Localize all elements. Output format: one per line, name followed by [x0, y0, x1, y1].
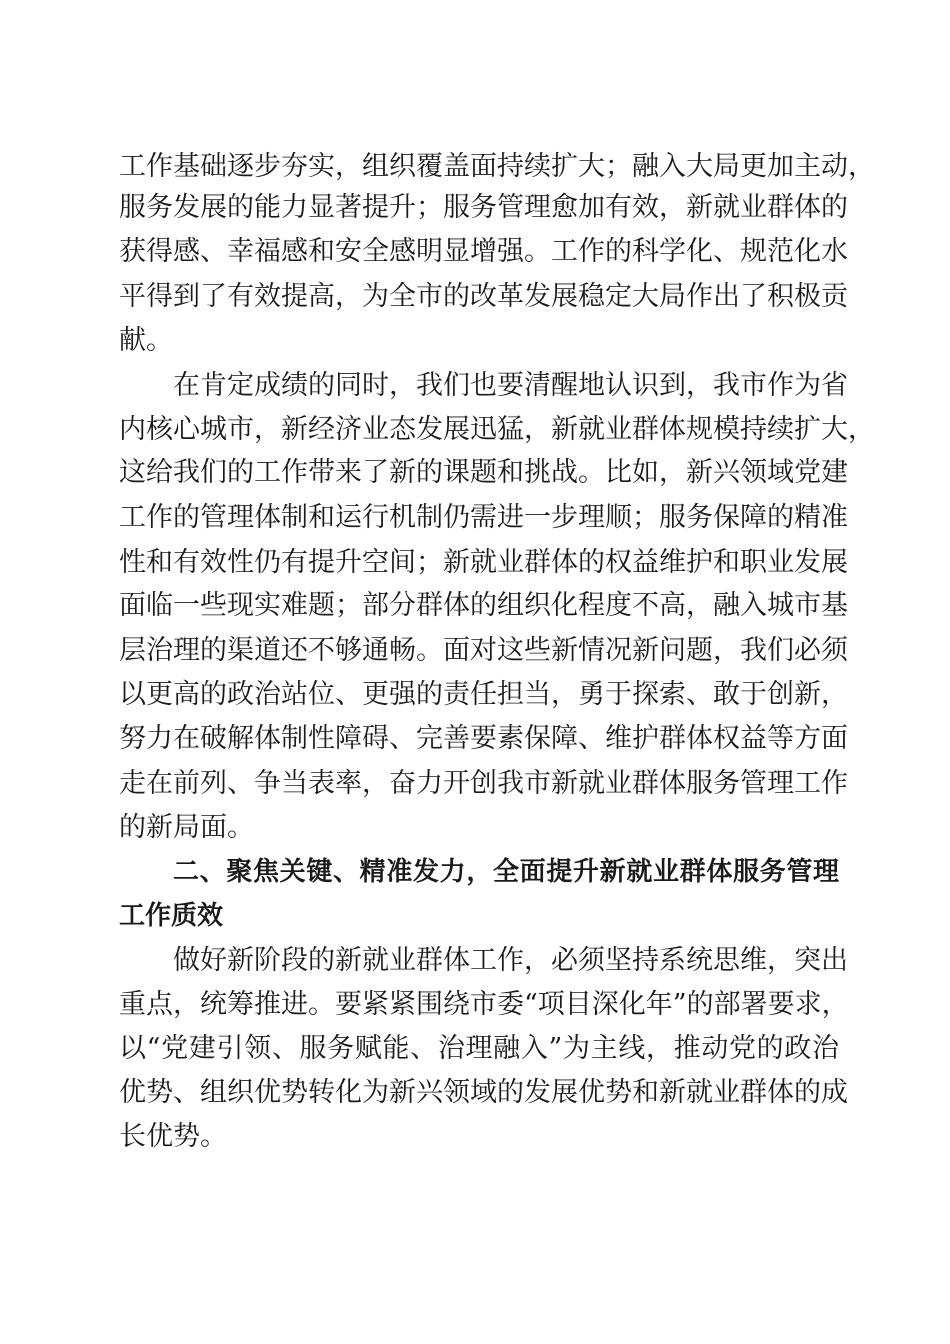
paragraph-line: 努力在破解体制性障碍、完善要素保障、维护群体权益等方面 [119, 723, 848, 754]
paragraph-line: 层治理的渠道还不够通畅。面对这些新情况新问题，我们必须 [119, 635, 848, 666]
paragraph-line: 服务发展的能力显著提升；服务管理愈加有效，新就业群体的 [119, 192, 848, 223]
paragraph-line: 性和有效性仍有提升空间；新就业群体的权益维护和职业发展 [119, 547, 848, 578]
paragraph-line: 优势、组织优势转化为新兴领域的发展优势和新就业群体的成 [119, 1077, 848, 1108]
paragraph-line: 重点，统筹推进。要紧紧围绕市委“项目深化年”的部署要求， [119, 989, 849, 1020]
paragraph-line: 工作基础逐步夯实，组织覆盖面持续扩大；融入大局更加主动， [119, 151, 875, 182]
paragraph-line: 做好新阶段的新就业群体工作，必须坚持系统思维，突出 [173, 945, 848, 976]
paragraph-line: 走在前列、争当表率，奋力开创我市新就业群体服务管理工作 [119, 768, 848, 799]
paragraph-line: 献。 [119, 325, 173, 356]
paragraph-line: 以“党建引领、服务赋能、治理融入”为主线，推动党的政治 [119, 1033, 839, 1064]
paragraph-line: 这给我们的工作带来了新的课题和挑战。比如，新兴领域党建 [119, 457, 848, 488]
paragraph-line: 的新局面。 [119, 812, 254, 843]
heading-line: 二、聚焦关键、精准发力，全面提升新就业群体服务管理 [173, 857, 839, 887]
paragraph-line: 长优势。 [119, 1121, 227, 1152]
paragraph-line: 工作的管理体制和运行机制仍需进一步理顺；服务保障的精准 [119, 502, 848, 533]
paragraph-line: 平得到了有效提高，为全市的改革发展稳定大局作出了积极贡 [119, 281, 848, 312]
paragraph-line: 以更高的政治站位、更强的责任担当，勇于探索、敢于创新， [119, 679, 848, 710]
heading-line: 工作质效 [119, 901, 224, 931]
paragraph-line: 内核心城市，新经济业态发展迅猛，新就业群体规模持续扩大， [119, 414, 875, 445]
paragraph-line: 获得感、幸福感和安全感明显增强。工作的科学化、规范化水 [119, 236, 848, 267]
paragraph-line: 面临一些现实难题；部分群体的组织化程度不高，融入城市基 [119, 590, 848, 621]
paragraph-line: 在肯定成绩的同时，我们也要清醒地认识到，我市作为省 [173, 370, 848, 401]
